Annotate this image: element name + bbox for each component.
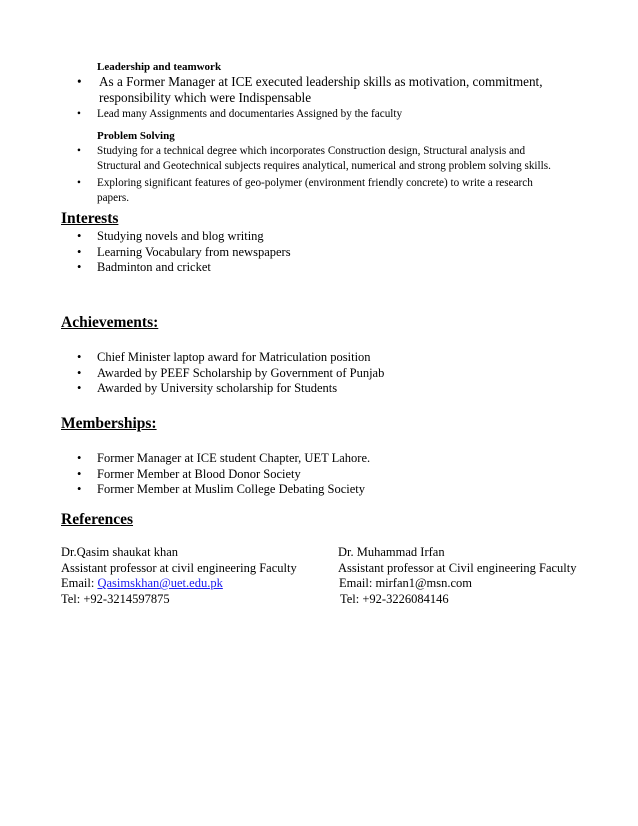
interests-list [0, 229, 291, 276]
list-item: • As a Former Manager at ICE executed leadership skills as motivation, commitment, responsibility which were Indispensable [77, 74, 543, 105]
problem-solving-heading: Problem Solving [97, 130, 175, 142]
bullet: • [77, 145, 81, 157]
bullet: • [77, 74, 82, 89]
achievements-list [0, 350, 384, 397]
list-item: • Exploring significant features of geo-polymer (environment friendly concrete) to write a research papers. [77, 177, 533, 204]
list-item: • Former Manager at ICE student Chapter, UET Lahore. [77, 451, 371, 465]
bullet: • [77, 451, 82, 465]
email-link[interactable]: Qasimskhan@uet.edu.pk [97, 576, 223, 590]
bullet: • [77, 229, 82, 243]
list-item: • Studying for a technical degree which incorporates Construction design, Structural analysis and Structural and Geotechnical subjects requires analytical, numerical and strong problem solving skills. [77, 145, 551, 172]
reference-tel: Tel: +92-3214597875 [61, 591, 170, 606]
list-item: • Learning Vocabulary from newspapers [77, 244, 291, 259]
bullet: • [77, 381, 82, 395]
leadership-heading: Leadership and teamwork [97, 61, 222, 73]
list-item: • Awarded by University scholarship for Students [77, 381, 338, 395]
reference-email-line: Email: Qasimskhan@uet.edu.pk [61, 576, 223, 590]
bullet: • [77, 350, 82, 364]
list-item: • Awarded by PEEF Scholarship by Government of Punjab [77, 365, 385, 380]
bullet: • [77, 244, 82, 259]
list-item: • Lead many Assignments and documentaries Assigned by the faculty [77, 108, 403, 120]
list-item: • Former Member at Blood Donor Society [77, 466, 301, 481]
list-item: • Former Member at Muslim College Debating Society [77, 482, 366, 496]
bullet: • [77, 177, 81, 189]
list-item: • Studying novels and blog writing [77, 229, 264, 243]
interests-title: Interests [61, 210, 119, 227]
reference-position: Assistant professor at Civil engineering Faculty [338, 560, 577, 575]
list-item: • Chief Minister laptop award for Matriculation position [77, 350, 371, 364]
reference-tel: Tel: +92-3226084146 [340, 591, 449, 606]
reference-2 [338, 545, 577, 607]
bullet: • [77, 482, 82, 496]
references-title: References [61, 511, 134, 528]
reference-1 [61, 545, 297, 607]
bullet: • [77, 466, 82, 481]
reference-name: Dr. Muhammad Irfan [338, 545, 445, 559]
leadership-list [0, 74, 549, 122]
bullet: • [77, 260, 82, 274]
reference-email: Email: mirfan1@msn.com [339, 576, 473, 590]
bullet: • [77, 365, 82, 380]
memberships-list [0, 451, 370, 498]
bullet: • [77, 108, 81, 120]
list-item: • Badminton and cricket [77, 260, 211, 274]
memberships-title: Memberships: [61, 415, 157, 432]
reference-position: Assistant professor at civil engineering Faculty [61, 560, 297, 575]
achievements-title: Achievements: [61, 314, 159, 331]
problem-solving-list [0, 144, 567, 206]
reference-name: Dr.Qasim shaukat khan [61, 545, 178, 559]
